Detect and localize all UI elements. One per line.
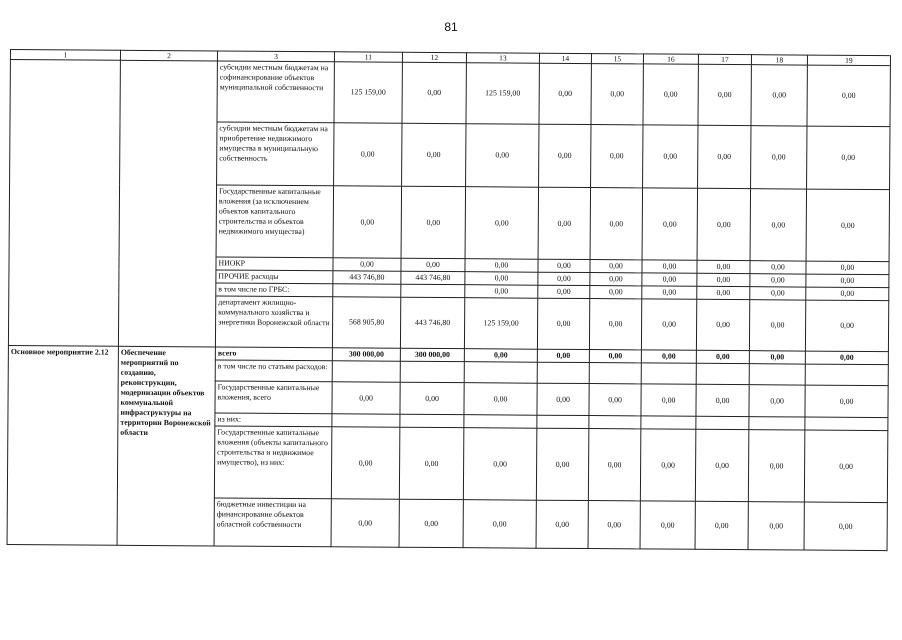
budget-table — [7, 49, 891, 551]
value-cell: 0,00 — [401, 186, 466, 258]
value-cell: 0,00 — [537, 349, 589, 362]
measure-number: Основное мероприятие 2.12 — [7, 345, 118, 545]
value-cell: 443 746,80 — [333, 271, 401, 284]
value-cell — [696, 363, 749, 384]
row-label: в том числе по ГРБС: — [216, 283, 333, 297]
value-cell: 0,00 — [465, 272, 538, 286]
value-cell: 0,00 — [750, 261, 806, 274]
value-cell: 0,00 — [466, 124, 539, 188]
header-cell: 13 — [466, 53, 539, 64]
value-cell: 0,00 — [331, 499, 399, 547]
value-cell: 0,00 — [750, 189, 807, 261]
header-cell: 18 — [751, 55, 807, 65]
value-cell — [696, 416, 749, 429]
value-cell: 0,00 — [399, 427, 464, 499]
value-cell: 0,00 — [642, 273, 697, 286]
value-cell: 0,00 — [805, 385, 888, 418]
value-cell: 0,00 — [538, 272, 590, 285]
value-cell: 0,00 — [536, 500, 588, 548]
row-label: всего — [215, 347, 332, 361]
value-cell: 0,00 — [806, 287, 889, 301]
value-cell — [641, 363, 696, 384]
value-cell: 0,00 — [537, 298, 589, 349]
value-cell — [805, 417, 888, 431]
value-cell: 0,00 — [463, 500, 536, 549]
value-cell — [400, 414, 464, 427]
value-cell: 0,00 — [750, 274, 806, 287]
value-cell: 0,00 — [589, 384, 641, 416]
value-cell: 0,00 — [698, 64, 751, 125]
value-cell: 0,00 — [539, 124, 591, 187]
value-cell — [589, 363, 641, 384]
value-cell: 0,00 — [697, 286, 750, 299]
header-cell: 1 — [10, 50, 120, 61]
value-cell: 0,00 — [805, 300, 888, 352]
value-cell: 0,00 — [641, 350, 696, 363]
value-cell: 0,00 — [588, 429, 641, 501]
value-cell: 0,00 — [695, 429, 749, 501]
value-cell — [332, 414, 400, 427]
value-cell: 0,00 — [697, 260, 750, 273]
value-cell: 0,00 — [643, 125, 698, 188]
value-cell: 0,00 — [334, 123, 402, 186]
value-cell: 0,00 — [697, 188, 751, 260]
value-cell: 0,00 — [465, 259, 538, 273]
value-cell: 0,00 — [464, 349, 537, 363]
header-cell: 12 — [402, 52, 466, 62]
value-cell: 443 746,80 — [401, 271, 465, 284]
row-label: из них: — [215, 413, 332, 427]
value-cell — [401, 284, 465, 297]
value-cell: 0,00 — [748, 430, 805, 502]
row-label: Государственные капитальные вложения, всего — [215, 381, 332, 414]
value-cell — [805, 364, 888, 386]
page-number: 81 — [444, 20, 458, 34]
value-cell: 0,00 — [643, 64, 698, 125]
value-cell: 0,00 — [536, 428, 589, 500]
value-cell: 0,00 — [465, 187, 539, 260]
value-cell: 0,00 — [538, 285, 590, 298]
value-cell: 300 000,00 — [332, 348, 400, 361]
value-cell: 0,00 — [698, 125, 751, 188]
value-cell: 0,00 — [750, 287, 806, 300]
value-cell: 0,00 — [590, 260, 642, 273]
value-cell — [464, 415, 537, 429]
value-cell: 0,00 — [590, 188, 643, 260]
row-label: НИОКР — [216, 257, 333, 271]
value-cell: 0,00 — [402, 62, 466, 123]
budget-table-sheet — [7, 49, 890, 551]
value-cell: 0,00 — [806, 261, 889, 275]
value-cell: 568 905,80 — [332, 297, 400, 348]
value-cell: 0,00 — [589, 350, 641, 363]
value-cell: 0,00 — [696, 384, 749, 416]
value-cell — [537, 415, 589, 428]
value-cell: 0,00 — [591, 64, 643, 125]
value-cell: 0,00 — [807, 65, 890, 127]
value-cell: 0,00 — [749, 385, 805, 417]
value-cell — [749, 417, 805, 430]
header-cell: 15 — [591, 54, 643, 64]
value-cell: 0,00 — [590, 286, 642, 299]
value-cell: 0,00 — [697, 273, 750, 286]
row-label: субсидии местным бюджетам на приобретение недвижимого имущества в муниципальную собственность — [217, 122, 334, 186]
empty-cell — [8, 60, 120, 347]
value-cell: 0,00 — [463, 428, 537, 501]
row-label: субсидии местным бюджетам на софинансирование объектов муниципальной собственности — [217, 61, 334, 123]
value-cell: 0,00 — [807, 126, 890, 190]
value-cell: 443 746,80 — [400, 297, 464, 348]
value-cell — [589, 416, 641, 429]
value-cell: 0,00 — [751, 126, 807, 189]
value-cell: 0,00 — [400, 382, 464, 414]
row-label: Государственные капитальные вложения (за исключением объектов капитального строительства и объектов недвижимого имущества) — [216, 185, 333, 258]
header-cell: 19 — [807, 55, 890, 66]
value-cell: 0,00 — [332, 382, 400, 414]
value-cell: 300 000,00 — [400, 348, 464, 361]
value-cell: 0,00 — [642, 188, 698, 260]
header-cell: 17 — [698, 54, 751, 64]
value-cell: 0,00 — [538, 187, 591, 259]
value-cell: 0,00 — [539, 63, 591, 124]
value-cell: 0,00 — [805, 351, 888, 365]
row-label: Государственные капитальные вложения (объекты капитального строительства и недвижимое имущество), из них: — [214, 426, 331, 499]
value-cell: 0,00 — [589, 299, 641, 350]
measure-title: Обеспечение мероприятий по созданию, реконструкции, модернизации объектов коммунальной инфраструктуры на территории Воронежской области — [117, 346, 215, 546]
value-cell: 0,00 — [641, 299, 696, 350]
header-cell: 16 — [643, 54, 698, 64]
value-cell: 0,00 — [538, 259, 590, 272]
value-cell: 0,00 — [642, 286, 697, 299]
value-cell — [641, 416, 696, 429]
value-cell: 0,00 — [591, 125, 643, 188]
value-cell — [333, 284, 401, 297]
value-cell: 0,00 — [464, 383, 537, 416]
value-cell — [332, 361, 400, 382]
value-cell: 0,00 — [696, 299, 749, 350]
value-cell: 0,00 — [333, 258, 401, 271]
value-cell: 0,00 — [749, 351, 805, 364]
row-label: в том числе по статьям расходов: — [215, 360, 332, 382]
value-cell: 0,00 — [751, 65, 807, 126]
value-cell: 0,00 — [465, 285, 538, 299]
value-cell: 0,00 — [640, 501, 695, 549]
value-cell: 125 159,00 — [464, 298, 537, 350]
value-cell: 0,00 — [748, 502, 804, 550]
value-cell: 0,00 — [804, 502, 887, 551]
row-label: бюджетные инвестиции на финансирование объектов областной собственности — [214, 498, 331, 547]
header-cell: 11 — [334, 52, 402, 62]
value-cell — [400, 361, 464, 382]
value-cell: 0,00 — [331, 427, 400, 499]
value-cell: 0,00 — [641, 384, 696, 416]
value-cell — [749, 364, 805, 385]
header-cell: 14 — [539, 53, 591, 63]
value-cell — [464, 362, 537, 384]
header-cell: 3 — [217, 51, 334, 62]
value-cell: 0,00 — [537, 383, 589, 415]
row-label: ПРОЧИЕ расходы — [216, 270, 333, 284]
value-cell: 0,00 — [806, 189, 890, 262]
value-cell: 125 159,00 — [334, 62, 402, 123]
value-cell: 0,00 — [696, 350, 749, 363]
value-cell: 0,00 — [749, 300, 805, 351]
value-cell: 0,00 — [588, 501, 640, 549]
value-cell: 0,00 — [804, 430, 888, 503]
table-row — [10, 60, 890, 127]
value-cell: 0,00 — [333, 186, 402, 258]
value-cell: 0,00 — [402, 123, 466, 186]
value-cell: 0,00 — [640, 429, 696, 501]
value-cell: 0,00 — [590, 273, 642, 286]
value-cell — [537, 362, 589, 383]
value-cell: 0,00 — [695, 501, 748, 549]
value-cell: 0,00 — [642, 260, 697, 273]
value-cell: 0,00 — [399, 499, 463, 547]
row-label: департамент жилищно-коммунального хозяйства и энергетики Воронежской области — [215, 296, 332, 348]
empty-cell — [118, 60, 217, 347]
value-cell: 125 159,00 — [466, 63, 539, 125]
value-cell: 0,00 — [401, 258, 465, 271]
header-cell: 2 — [120, 50, 217, 61]
value-cell: 0,00 — [806, 274, 889, 288]
